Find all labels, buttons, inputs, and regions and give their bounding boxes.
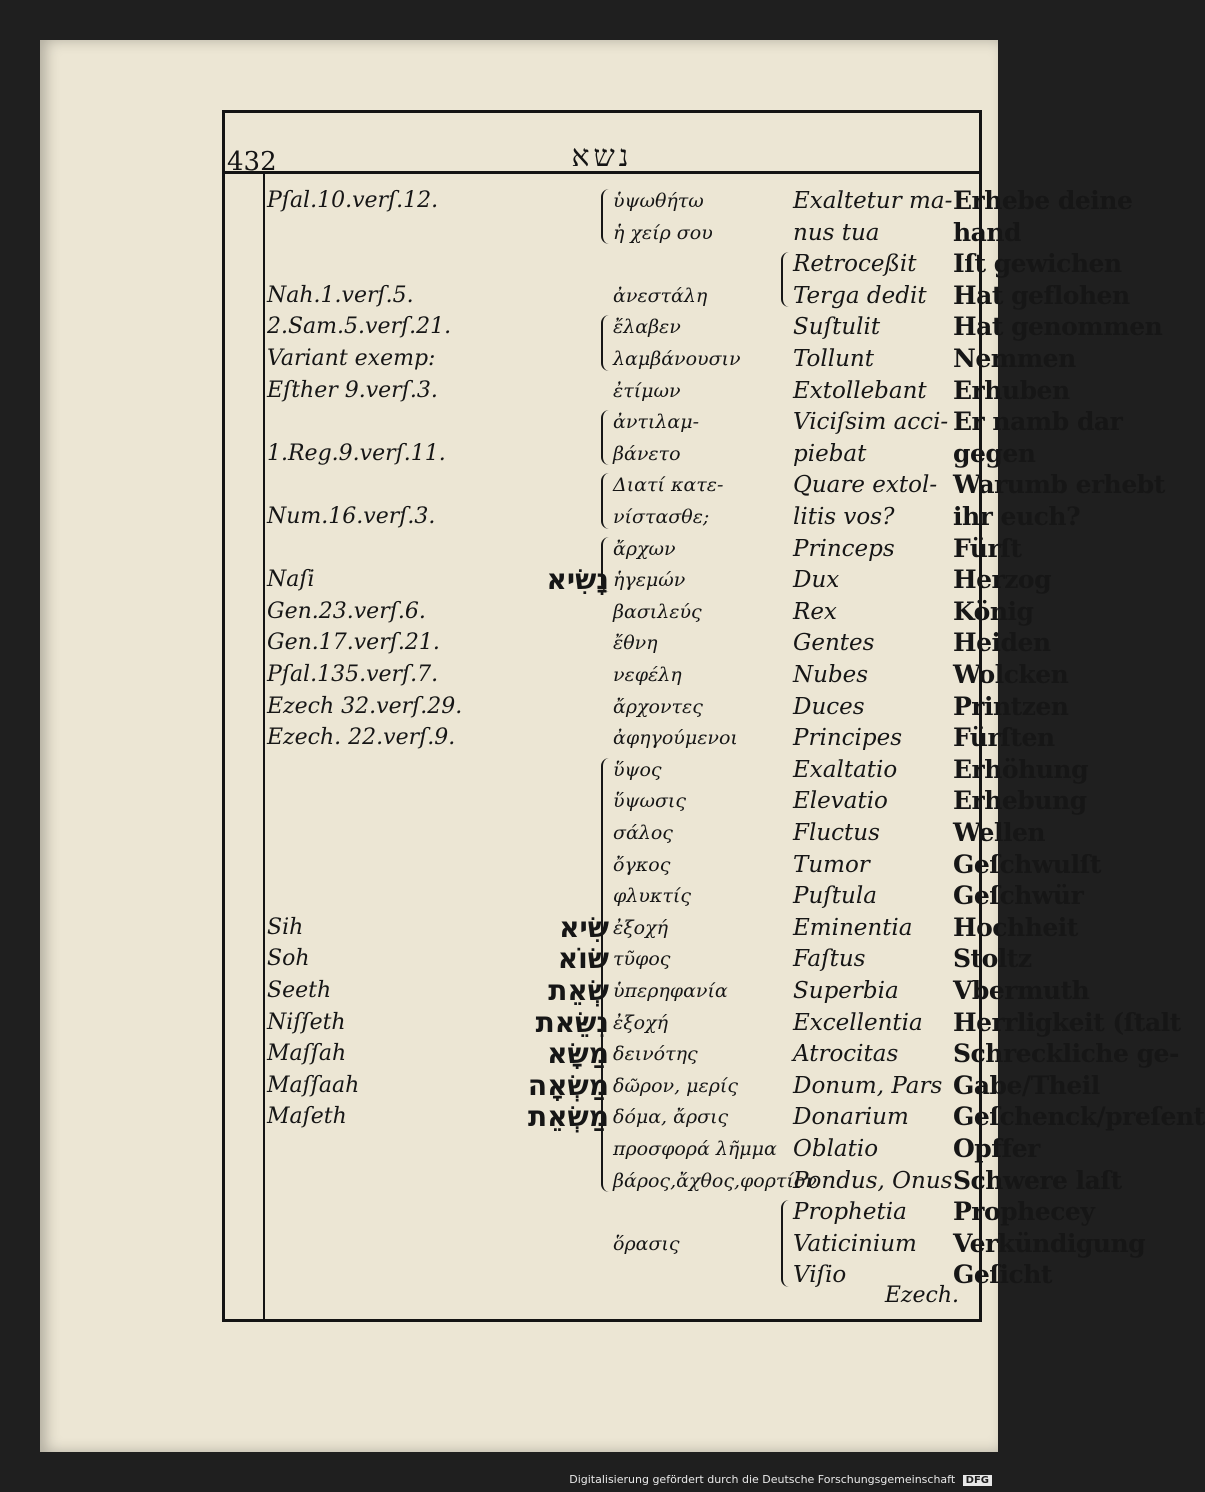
hebrew-cell: שׂוֹא — [557, 942, 609, 976]
reference-cell: Sih — [267, 914, 304, 940]
greek-cell: βασιλεύς — [613, 600, 702, 623]
reference-cell: 1.Reg.9.verſ.11. — [267, 440, 446, 466]
hebrew-cell: שְׂאֵת — [548, 974, 609, 1007]
german-cell: Geſchwulſt — [953, 849, 1101, 879]
reference-cell: Maſſaah — [267, 1072, 360, 1098]
hebrew-cell: מַשְׂאָה — [527, 1068, 609, 1102]
hebrew-cell: שִׂיא — [559, 910, 609, 944]
latin-cell: Terga dedit — [793, 282, 927, 309]
german-cell: Wellen — [953, 818, 1046, 847]
latin-cell: Viſio — [793, 1262, 847, 1289]
latin-cell: nus tua — [793, 219, 880, 246]
german-cell: Erhebe deine — [953, 186, 1133, 215]
latin-cell: Atrocitas — [793, 1041, 899, 1068]
latin-cell: Extollebant — [793, 377, 927, 404]
table-row — [225, 1196, 1095, 1228]
german-cell: Printzen — [953, 691, 1069, 721]
grouping-brace — [601, 410, 611, 465]
german-cell: Prophecey — [953, 1197, 1095, 1227]
german-cell: Erhöhung — [953, 754, 1089, 784]
book-page — [40, 40, 1205, 1452]
greek-cell: ἡ χείρ σου — [613, 221, 713, 244]
latin-cell: Tollunt — [793, 346, 874, 372]
german-cell: ihr euch? — [953, 502, 1081, 531]
greek-cell: ἀντιλαμ- — [613, 411, 699, 434]
hebrew-cell: מַשְׂאֵת — [527, 1100, 609, 1134]
german-cell: Gabe/Theil — [953, 1070, 1100, 1100]
grouping-brace — [781, 252, 791, 307]
german-cell: Heiden — [953, 628, 1051, 658]
grouping-brace — [601, 537, 611, 592]
table-row — [225, 248, 1122, 280]
german-cell: Geſchwür — [953, 881, 1084, 911]
german-cell: Opffer — [953, 1134, 1040, 1163]
german-cell: Warumb erhebt — [953, 470, 1165, 500]
reference-cell: Gen.23.verſ.6. — [267, 598, 426, 624]
german-cell: Erhebung — [953, 786, 1087, 816]
reference-cell: Ezech 32.verſ.29. — [267, 693, 463, 719]
reference-cell: Gen.17.verſ.21. — [267, 630, 440, 656]
german-cell: Stoltz — [953, 944, 1032, 974]
latin-cell: Princeps — [793, 535, 895, 562]
latin-cell: Duces — [793, 693, 865, 720]
greek-cell: ἔθνη — [613, 632, 658, 655]
reference-cell: Variant exemp: — [267, 346, 436, 371]
greek-cell: προσφορά λῆμμα — [613, 1138, 777, 1160]
greek-cell: ὕψωσις — [613, 790, 687, 813]
greek-cell: σάλος — [613, 822, 673, 844]
latin-cell: Principes — [793, 725, 903, 752]
table-row — [225, 722, 1055, 754]
german-cell: Fürſt — [953, 533, 1022, 563]
latin-cell: Nubes — [793, 662, 869, 688]
table-row — [225, 659, 1069, 691]
latin-cell: piebat — [793, 440, 867, 467]
greek-cell: ἄρχων — [613, 537, 676, 560]
greek-cell: βάνετο — [613, 442, 681, 465]
grouping-brace — [601, 473, 611, 528]
latin-cell: Puſtula — [793, 883, 877, 910]
greek-cell: ἐξοχή — [613, 1011, 668, 1034]
table-row — [225, 1259, 1052, 1291]
greek-cell: ἐξοχή — [613, 916, 668, 939]
latin-cell: Fluctus — [793, 820, 880, 846]
german-cell: Geſicht — [953, 1260, 1052, 1290]
german-cell: Er namb dar — [953, 407, 1123, 437]
digitization-credit — [569, 1473, 992, 1486]
latin-cell: Dux — [793, 567, 840, 594]
greek-cell: ἄρχοντες — [613, 695, 703, 718]
greek-cell: ἔλαβεν — [613, 316, 681, 339]
latin-cell: Rex — [793, 598, 837, 625]
reference-cell: Seeth — [267, 978, 332, 1003]
reference-cell: Maſſah — [267, 1041, 347, 1067]
greek-cell: ἡγεμών — [613, 569, 686, 592]
latin-cell: Vaticinium — [793, 1230, 917, 1257]
german-cell: Hat genommen — [953, 312, 1163, 342]
latin-cell: Excellentia — [793, 1009, 923, 1036]
page-frame — [222, 110, 1205, 1322]
german-cell: Hat geflohen — [953, 280, 1130, 310]
reference-cell: Maſeth — [267, 1104, 347, 1130]
greek-cell: ἐτίμων — [613, 379, 681, 402]
greek-cell: ὄγκος — [613, 853, 671, 876]
table-row — [225, 691, 1069, 723]
reference-cell: Naſi — [267, 567, 315, 593]
greek-cell: τῦφος — [613, 948, 671, 971]
latin-cell: Quare extol- — [793, 472, 938, 499]
greek-cell: νεφέλη — [613, 664, 682, 686]
german-cell: gegen — [953, 438, 1036, 468]
latin-cell: Faſtus — [793, 946, 866, 973]
latin-cell: Eminentia — [793, 914, 913, 941]
latin-cell: Oblatio — [793, 1136, 879, 1162]
german-cell: Schreckliche ge- — [953, 1039, 1179, 1069]
table-row — [225, 280, 1130, 312]
german-cell: Vbermuth — [953, 976, 1090, 1005]
latin-cell: Donarium — [793, 1104, 909, 1131]
greek-cell: ἀνεστάλη — [613, 284, 708, 307]
reference-cell: 2.Sam.5.verſ.21. — [267, 314, 452, 340]
german-cell: Hochheit — [953, 912, 1078, 942]
hebrew-cell: מַשָּׂא — [547, 1037, 609, 1071]
table-row — [225, 375, 1070, 407]
german-cell: König — [953, 596, 1034, 626]
latin-cell: Viciſsim acci- — [793, 409, 949, 436]
german-cell: Nemmen — [953, 344, 1076, 373]
hebrew-cell: נִשֵּׂאת — [535, 1005, 609, 1039]
reference-cell: Pſal.135.verſ.7. — [267, 662, 439, 687]
reference-cell: Soh — [267, 946, 310, 972]
latin-cell: Pondus, Onus — [793, 1167, 953, 1194]
german-cell: Schwere laſt — [953, 1165, 1122, 1195]
catchword: Ezech. — [884, 1283, 959, 1308]
german-cell: Herrligkeit (ſtalt — [953, 1007, 1181, 1037]
latin-cell: Retroceßit — [793, 251, 917, 278]
grouping-brace — [601, 758, 611, 1192]
latin-cell: Exaltetur ma- — [793, 188, 953, 214]
german-cell: hand — [953, 217, 1022, 247]
running-head: נשא — [571, 139, 633, 174]
german-cell: Wolcken — [953, 660, 1069, 689]
grouping-brace — [601, 315, 611, 370]
greek-cell: βάρος,ἄχθος,φορτίον — [613, 1169, 817, 1192]
table-row — [225, 1228, 1146, 1260]
german-cell: Geſchenck/preſent — [953, 1102, 1205, 1132]
reference-cell: Pſal.10.verſ.12. — [267, 188, 439, 213]
greek-cell: ἀφηγούμενοι — [613, 727, 738, 750]
latin-cell: Exaltatio — [793, 756, 898, 783]
greek-cell: ὕψος — [613, 758, 662, 781]
greek-cell: νίστασθε; — [613, 506, 710, 528]
reference-cell: Num.16.verſ.3. — [267, 504, 436, 529]
latin-cell: Suſtulit — [793, 314, 881, 341]
dfg-logo: DFG — [963, 1475, 992, 1486]
greek-cell: φλυκτίς — [613, 885, 691, 908]
table-row — [225, 596, 1034, 628]
greek-cell: ὅρασις — [613, 1232, 680, 1255]
header-rule — [225, 171, 979, 174]
latin-cell: Donum, Pars — [793, 1072, 943, 1099]
german-cell: Erhuben — [953, 375, 1070, 405]
latin-cell: Prophetia — [793, 1199, 907, 1226]
german-cell: Iſt gewichen — [953, 249, 1122, 279]
latin-cell: Gentes — [793, 630, 875, 657]
greek-cell: δῶρον, μερίς — [613, 1074, 738, 1097]
german-cell: Verkündigung — [953, 1228, 1146, 1258]
credit-text: Digitalisierung gefördert durch die Deutsche Forschungsgemeinschaft — [569, 1473, 956, 1486]
greek-cell: Διατί κατε- — [613, 474, 724, 497]
greek-cell: ὑπερηφανία — [613, 980, 728, 1002]
reference-cell: Nah.1.verſ.5. — [267, 282, 414, 308]
german-cell: Herzog — [953, 565, 1052, 595]
grouping-brace — [601, 189, 611, 244]
grouping-brace — [781, 1200, 791, 1287]
hebrew-cell: נָשִׂיא — [546, 563, 609, 597]
greek-cell: δόμα, ἄρσις — [613, 1106, 729, 1129]
latin-cell: Tumor — [793, 851, 870, 878]
reference-cell: Ezech. 22.verſ.9. — [267, 725, 456, 751]
reference-cell: Niſſeth — [267, 1009, 346, 1035]
greek-cell: λαμβάνουσιν — [613, 348, 741, 370]
latin-cell: Elevatio — [793, 788, 888, 815]
greek-cell: ὑψωθήτω — [613, 190, 704, 212]
page-number: 432 — [227, 147, 277, 177]
german-cell: Fürſten — [953, 723, 1055, 753]
latin-cell: Superbia — [793, 978, 899, 1004]
latin-cell: litis vos? — [793, 504, 895, 530]
table-row — [225, 627, 1051, 659]
greek-cell: δεινότης — [613, 1043, 698, 1066]
reference-cell: Eſther 9.verſ.3. — [267, 377, 438, 403]
